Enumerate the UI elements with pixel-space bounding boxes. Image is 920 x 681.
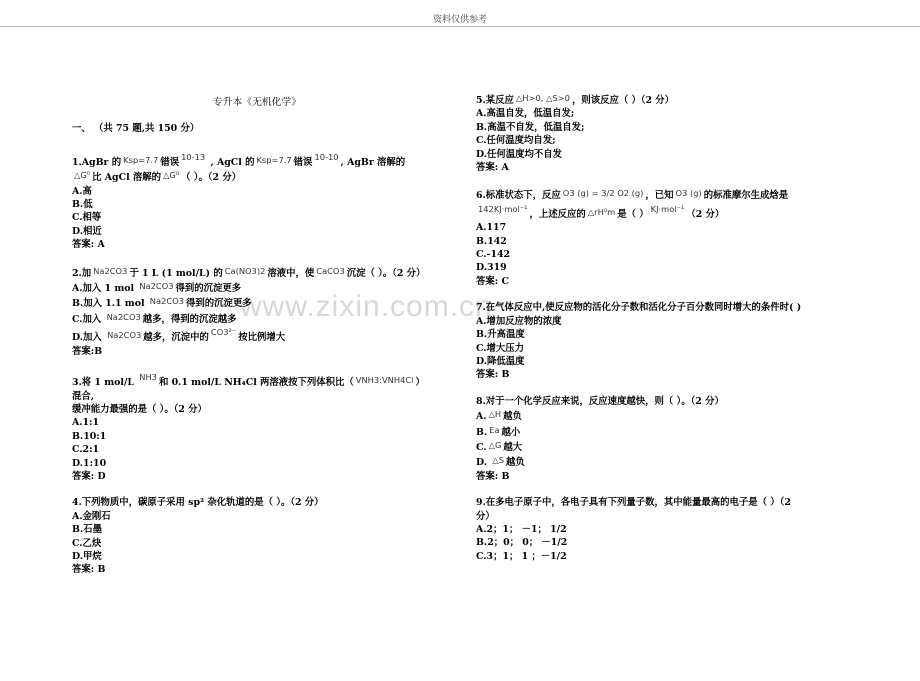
watermark: www.zixin.com.cn <box>240 290 493 323</box>
answer: 答案: D <box>72 470 106 482</box>
stem-text: 比 AgCl 溶解的 <box>92 172 162 184</box>
formula-image: Ksp=7.7 <box>123 154 159 165</box>
question-9 <box>476 496 861 563</box>
stem-text: 5.某反应 <box>476 95 514 106</box>
option-text: 越多，沉淀中的 <box>143 332 209 344</box>
option <box>476 408 861 423</box>
question-stem: 4.下列物质中，碳原子采用 sp² 杂化轨道的是（ ）。（2 分） <box>72 497 324 509</box>
option: A.增加反应物的浓度 <box>476 315 562 327</box>
stem-text: 于 1 L (1 mol/L) 的 <box>129 267 223 279</box>
question-4 <box>72 496 432 576</box>
option: B.低 <box>72 199 93 211</box>
formula-image: △H>0, △S>0 <box>515 93 570 103</box>
stem-text: 2.加 <box>72 267 92 279</box>
question-stem <box>72 371 432 403</box>
option: B.石墨 <box>72 524 102 536</box>
formula-image: CO3²⁻ <box>210 327 237 338</box>
stem-text: ，已知 <box>645 190 674 202</box>
answer: 答案: C <box>476 275 509 287</box>
answer: 答案: B <box>476 470 510 482</box>
question-stem: 8.对于一个化学反应来说，反应速度越快，则（ ）。（2 分） <box>476 395 724 407</box>
formula-image: VNH3:VNH4Cl <box>355 375 414 386</box>
stem-text: ，上述反应的 <box>529 208 586 220</box>
question-stem <box>476 92 861 107</box>
answer: 答案: B <box>476 369 510 381</box>
formula-image: NH3 <box>139 372 157 383</box>
formula-image: KJ·mol⁻¹ <box>650 203 685 214</box>
option: D.甲烷 <box>72 550 102 562</box>
option <box>476 424 861 439</box>
formula-image: Ea <box>489 424 500 435</box>
option: D.1:10 <box>72 457 107 469</box>
option-text: 越负 <box>503 411 522 423</box>
formula-image: △G⁰ <box>74 170 91 181</box>
option: A.1:1 <box>72 417 100 429</box>
question-stem <box>476 203 861 221</box>
right-column <box>476 92 861 576</box>
stem-text: 3.将 1 mol/L <box>72 377 138 389</box>
formula-image: Ca(NO3)2 <box>224 265 266 276</box>
option: A.高温自发，低温自发; <box>476 108 575 120</box>
question-stem: 9.在多电子原子中，各电子具有下列量子数，其中能量最高的电子是（ ）（2 <box>476 497 791 509</box>
option <box>72 326 432 344</box>
formula-image: CaCO3 <box>316 265 345 276</box>
stem-text: 是（ ） <box>617 208 649 220</box>
question-stem <box>72 265 432 280</box>
option: C.任何温度均自发; <box>476 135 556 147</box>
option-text: 得到的沉淀更多 <box>175 283 242 295</box>
option: C.-142 <box>476 249 511 261</box>
option-text: C.加入 <box>72 313 105 325</box>
formula-image: 142KJ·mol⁻¹ <box>478 203 528 214</box>
stem-text: 错误 <box>160 156 180 168</box>
formula-image: Na2CO3 <box>139 281 174 292</box>
formula-image: △G <box>488 439 502 450</box>
option <box>72 311 432 326</box>
option: B.142 <box>476 235 507 247</box>
page-header: 资料仅供参考 <box>432 15 487 25</box>
option: C.乙炔 <box>72 537 102 549</box>
stem-text: ）混合, <box>72 377 425 402</box>
stem-text: 溶液中，使 <box>267 267 315 279</box>
option: D.319 <box>476 262 507 274</box>
option <box>476 439 861 454</box>
option: A.高 <box>72 185 92 197</box>
stem-text: 错误 <box>293 156 313 168</box>
stem-text: 的标准摩尔生成焓是 <box>703 190 789 202</box>
option: A.金刚石 <box>72 510 111 522</box>
option-text: D.加入 <box>72 332 106 344</box>
formula-image: Na2CO3 <box>106 311 141 322</box>
option-text: 按比例增大 <box>238 332 286 344</box>
option-text: 越负 <box>505 457 525 469</box>
option: C.增大压力 <box>476 342 525 354</box>
stem-text: 和 0.1 mol/L NH₄Cl 两溶液按下列体积比（ <box>158 377 354 389</box>
formula-image: Ksp=7.7 <box>256 154 292 165</box>
option-text: 越小 <box>501 426 521 438</box>
question-stem: 7.在气体反应中,使反应物的活化分子数和活化分子百分数同时增大的条件时( ) <box>476 302 802 314</box>
stem-text: 沉淀（ ）。（2 分） <box>346 267 426 279</box>
option-text: D. <box>476 457 491 469</box>
section-heading: 一、 （共 75 题,共 150 分） <box>72 123 200 135</box>
formula-image: 10-10 <box>314 151 339 162</box>
stem-text: , AgCl 的 <box>207 156 255 168</box>
stem-text: （2 分） <box>686 208 725 220</box>
question-2 <box>72 265 432 358</box>
option-text: 越多，得到的沉淀越多 <box>142 313 237 325</box>
question-stem: 缓冲能力最强的是（ ）。（2 分） <box>72 403 207 415</box>
option: B.升高温度 <box>476 329 525 341</box>
option-text: C. <box>476 441 487 453</box>
question-stem <box>72 151 432 169</box>
question-8 <box>476 395 861 483</box>
answer: 答案:B <box>72 345 103 357</box>
question-3 <box>72 371 432 483</box>
question-7 <box>476 301 861 381</box>
option: B.10:1 <box>72 430 107 442</box>
question-stem <box>476 187 861 202</box>
option: C.2:1 <box>72 444 100 456</box>
formula-image: Na2CO3 <box>107 330 142 341</box>
formula-image: △rH⁰m <box>587 206 616 217</box>
option: C.相等 <box>72 212 102 224</box>
option: D.降低温度 <box>476 355 525 367</box>
formula-image: △H <box>488 409 502 420</box>
answer: 答案: A <box>72 239 105 251</box>
header-rule <box>0 26 920 27</box>
option-text: 得到的沉淀更多 <box>185 298 252 310</box>
left-column <box>72 96 432 590</box>
option: B.高温不自发，低温自发; <box>476 121 585 133</box>
option <box>476 454 861 469</box>
option: A.117 <box>476 222 507 234</box>
option: B.2；0； 0； －1/2 <box>476 537 568 549</box>
option-text: A.加入 1 mol <box>72 283 138 295</box>
stem-text: （ ）。（2 分） <box>181 172 242 184</box>
option <box>72 295 432 310</box>
formula-image: O3 (g) <box>675 188 702 199</box>
question-1 <box>72 151 432 252</box>
formula-image: △G⁰ <box>163 170 180 181</box>
option: C.3；1； 1 ；－1/2 <box>476 550 567 562</box>
stem-text: 6.标准状态下，反应 <box>476 190 561 202</box>
answer: 答案: A <box>476 162 509 174</box>
option-text: B. <box>476 426 488 438</box>
formula-image: Na2CO3 <box>93 265 128 276</box>
formula-image: △S <box>492 455 504 466</box>
stem-text: 1.AgBr 的 <box>72 156 122 168</box>
stem-text: ，则该反应（ ）（2 分） <box>571 95 675 106</box>
option: D.相近 <box>72 225 102 237</box>
formula-image: 10-13 <box>181 151 206 162</box>
formula-image: Na2CO3 <box>149 296 184 307</box>
stem-text: , AgBr 溶解的 <box>340 156 406 168</box>
answer: 答案: B <box>72 564 106 576</box>
option: D.任何温度均不自发 <box>476 148 563 160</box>
option <box>72 280 432 295</box>
option-text: 越大 <box>503 441 523 453</box>
question-stem: 分） <box>476 510 495 522</box>
option-text: B.加入 1.1 mol <box>72 298 148 310</box>
question-5 <box>476 92 861 174</box>
doc-title: 专升本《无机化学》 <box>212 97 302 108</box>
option: A.2；1； －1； 1/2 <box>476 523 567 535</box>
formula-image: O3 (g) = 3/2 O2 (g) <box>562 188 644 199</box>
question-6 <box>476 187 861 288</box>
question-stem <box>72 169 432 184</box>
option-text: A. <box>476 411 487 423</box>
